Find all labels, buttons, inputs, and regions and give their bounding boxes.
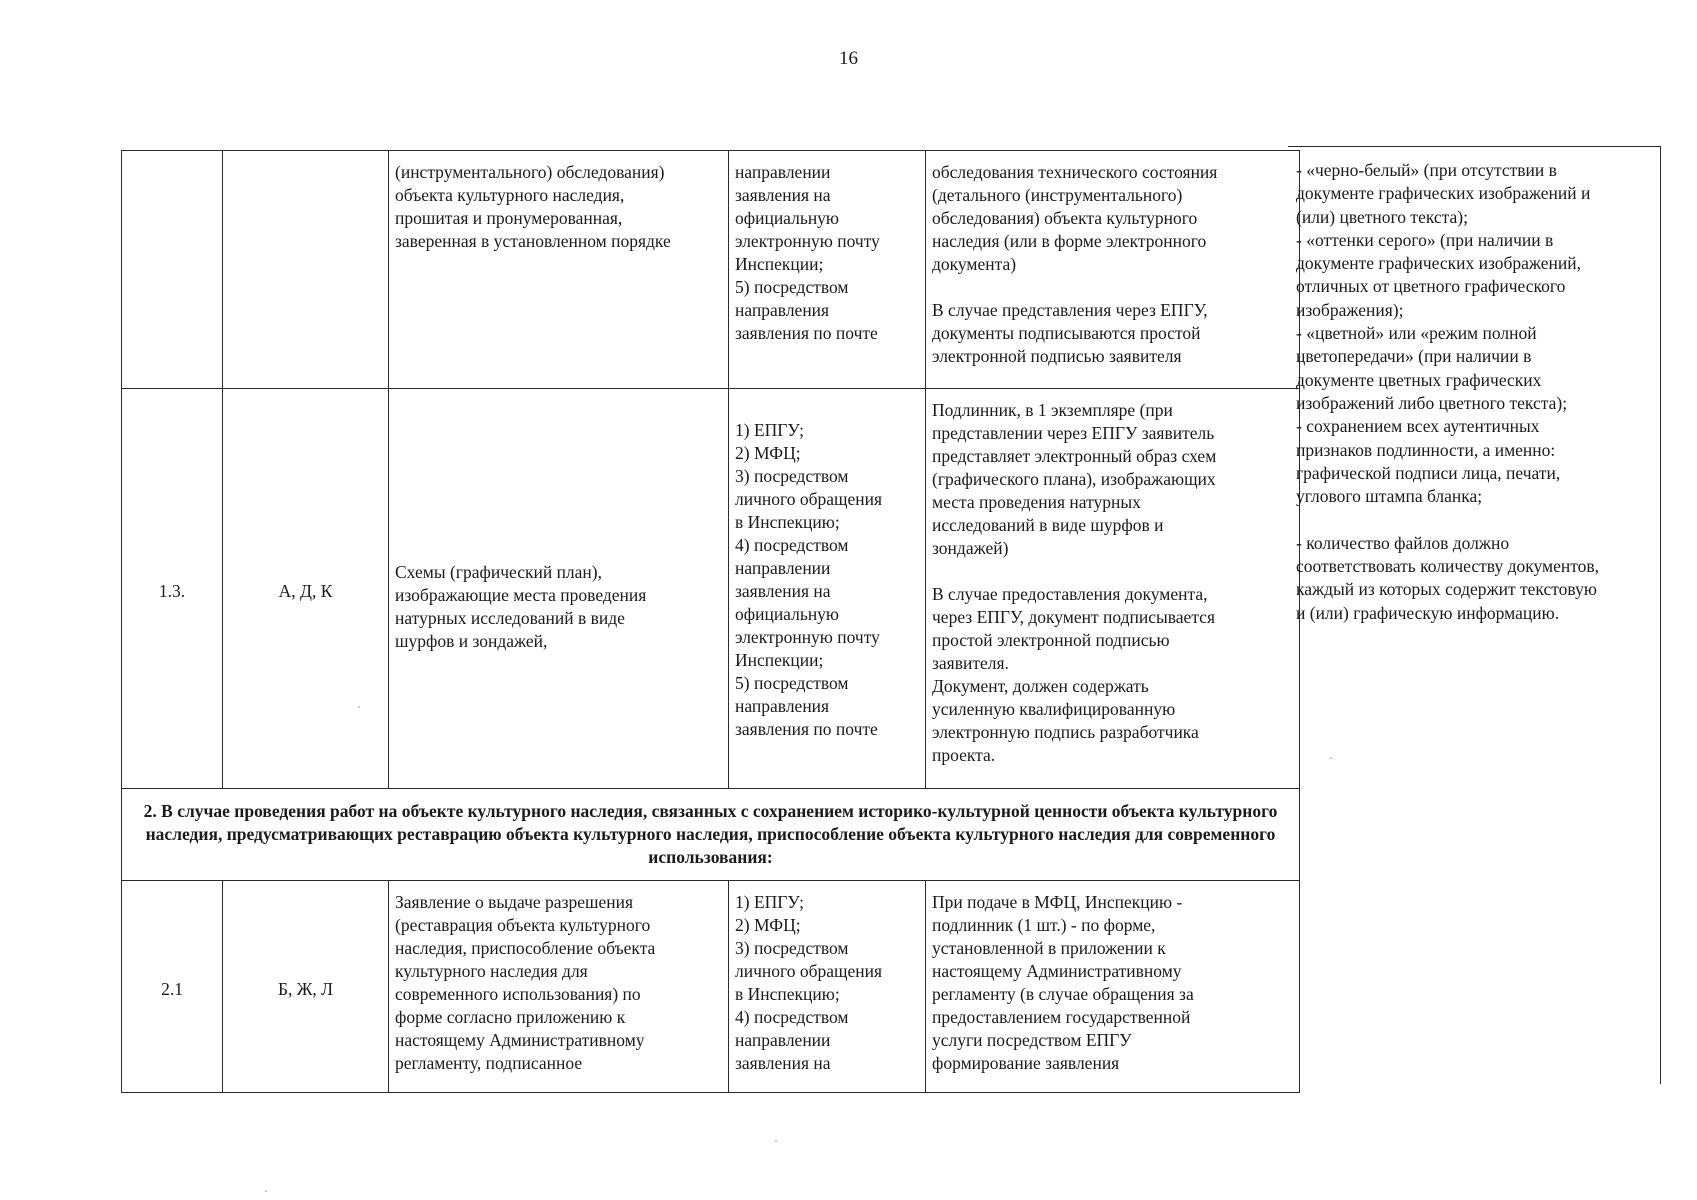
table-row bbox=[122, 389, 1300, 789]
section-2-heading: 2. В случае проведения работ на объекте культурного наследия, связанных с сохранением историко-культурной ценности объекта культурного наследия, предусматривающих реставрацию объекта культурного наследия, приспособление объекта культурного наследия для современного использования: bbox=[122, 789, 1300, 881]
submission-methods-cell: направлении заявления на официальную электронную почту Инспекции; 5) посредством направления заявления по почте bbox=[729, 151, 926, 389]
document-name-cell: Заявление о выдаче разрешения (реставрация объекта культурного наследия, приспособление объекта культурного наследия для современного использования) по форме согласно приложению к настоящему Административному регламенту, подписанное bbox=[389, 881, 729, 1093]
row-number-cell: 2.1 bbox=[122, 881, 223, 1093]
scan-speck bbox=[1330, 757, 1332, 759]
table-row bbox=[122, 881, 1300, 1093]
submission-methods-cell: 1) ЕПГУ; 2) МФЦ; 3) посредством личного обращения в Инспекцию; 4) посредством направлении заявления на официальную электронную почту Инспекции; 5) посредством направления заявления по почте bbox=[729, 389, 926, 789]
submission-methods-cell: 1) ЕПГУ; 2) МФЦ; 3) посредством личного обращения в Инспекцию; 4) посредством направлении заявления на bbox=[729, 881, 926, 1093]
page-number: 16 bbox=[839, 48, 858, 69]
table-row bbox=[122, 151, 1300, 389]
applicant-codes-cell bbox=[223, 151, 389, 389]
scan-speck bbox=[358, 706, 360, 708]
document-name-cell: (инструментального) обследования) объекта культурного наследия, прошитая и пронумерованная, заверенная в установленном порядке bbox=[389, 151, 729, 389]
row-number-cell: 1.3. bbox=[122, 389, 223, 789]
scan-speck bbox=[775, 1140, 777, 1142]
applicant-codes-cell: Б, Ж, Л bbox=[223, 881, 389, 1093]
document-form-cell: При подаче в МФЦ, Инспекцию - подлинник (1 шт.) - по форме, установленной в приложении к настоящему Административному регламенту (в случае обращения за предоставлением государственной услуги посредством ЕПГУ формирование заявления bbox=[926, 881, 1300, 1093]
section-heading-row bbox=[122, 789, 1300, 881]
documents-table bbox=[121, 150, 1300, 1093]
row-number-cell bbox=[122, 151, 223, 389]
applicant-codes-cell: А, Д, К bbox=[223, 389, 389, 789]
document-form-cell: обследования технического состояния (детального (инструментального) обследования) объекта культурного наследия (или в форме электронного документа) В случае представления через ЕПГУ, документы подписываются простой электронной подписью заявителя bbox=[926, 151, 1300, 389]
scan-speck bbox=[265, 1190, 267, 1192]
document-form-cell: Подлинник, в 1 экземпляре (при представлении через ЕПГУ заявитель представляет электронный образ схем (графического плана), изображающих места проведения натурных исследований в виде шурфов и зондажей) В случае предоставления документа, через ЕПГУ, документ подписывается простой электронной подписью заявителя. Документ, должен содержать усиленную квалифицированную электронную подпись разработчика проекта. bbox=[926, 389, 1300, 789]
document-name-cell: Схемы (графический план), изображающие места проведения натурных исследований в виде шурфов и зондажей, bbox=[389, 389, 729, 789]
electronic-format-requirements-cell: - «черно-белый» (при отсутствии в документе графических изображений и (или) цветного текста); - «оттенки серого» (при наличии в документе графических изображений, отличных от цветного графического изображения); - «цветной» или «режим полной цветопередачи» (при наличии в документе цветных графических изображений либо цветного текста); - сохранением всех аутентичных признаков подлинности, а именно: графической подписи лица, печати, углового штампа бланка; - количество файлов должно соответствовать количеству документов, каждый из которых содержит текстовую и (или) графическую информацию. bbox=[1288, 146, 1661, 1084]
